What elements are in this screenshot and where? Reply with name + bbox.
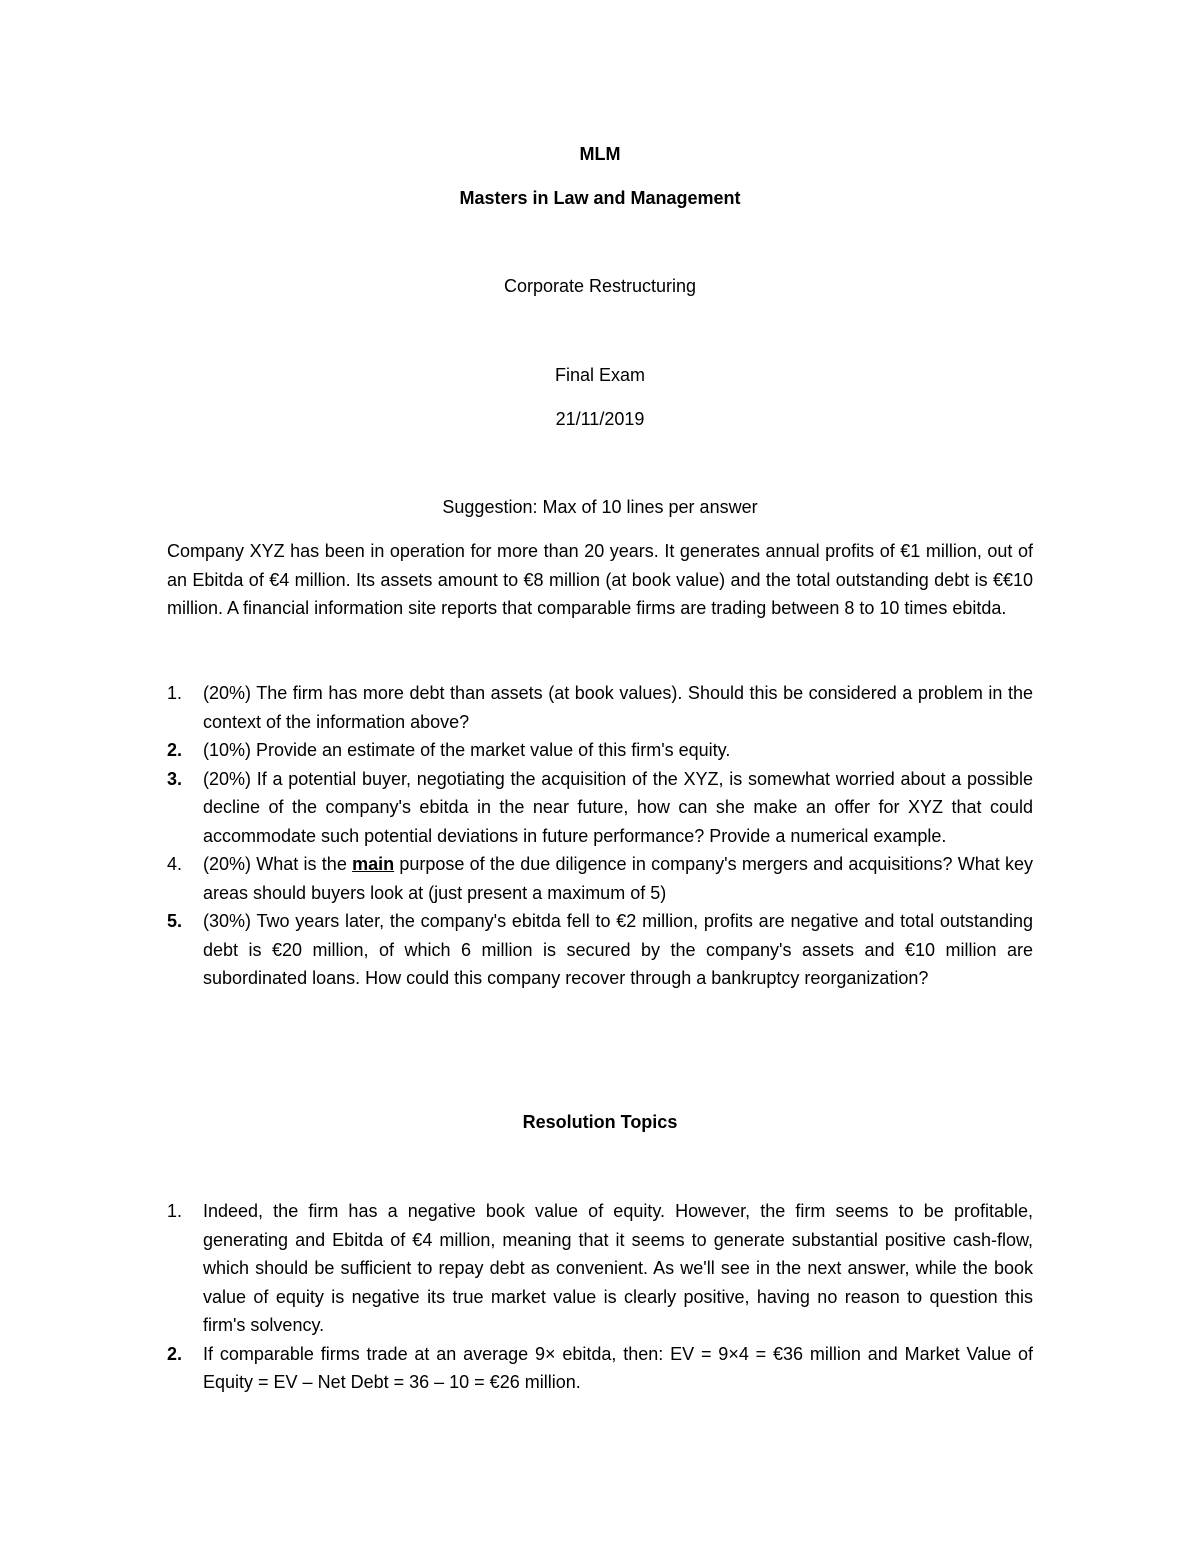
question-text: (30%) Two years later, the company's ebitda fell to €2 million, profits are negative and total outstanding debt is €20 million, of which 6 million is secured by the company's assets and €10 million are subordinated loans. How could this company recover through a bankruptcy reorganization? xyxy=(203,911,1033,988)
resolution-number: 1. xyxy=(167,1201,183,1221)
question-text: (20%) If a potential buyer, negotiating the acquisition of the XYZ, is somewhat worried about a possible decline of the company's ebitda in the near future, how can she make an offer for XYZ that could accommodate such potential deviations in future performance? Provide a numerical example. xyxy=(203,768,1033,846)
question-text-end: purpose of the due diligence in company's mergers and acquisitions? What key areas should buyers look at (just present a maximum of 5) xyxy=(203,854,1033,903)
question-number: 2. xyxy=(167,740,183,760)
question-text-start: (20%) What is the xyxy=(203,854,353,874)
emphasized-word: main xyxy=(352,854,395,874)
resolution-list xyxy=(167,1197,1033,1397)
question-text xyxy=(203,854,1033,903)
resolution-text: If comparable firms trade at an average 9× ebitda, then: EV = 9×4 = €36 million and Market Value of Equity = EV – Net Debt = 36 – 10 = €26 million. xyxy=(203,1343,1033,1392)
question-text: (20%) The firm has more debt than assets (at book values). Should this be considered a problem in the context of the information above? xyxy=(203,683,1033,732)
exam-title: Final Exam xyxy=(554,365,646,385)
resolution-number: 2. xyxy=(167,1343,183,1364)
question-item xyxy=(167,907,1033,993)
question-item xyxy=(167,736,1033,765)
suggestion-note: Suggestion: Max of 10 lines per answer xyxy=(442,497,758,517)
question-item xyxy=(167,679,1033,736)
question-number: 5. xyxy=(167,911,183,931)
resolution-title: Resolution Topics xyxy=(522,1112,678,1132)
question-list xyxy=(167,679,1033,993)
resolution-text: Indeed, the firm has a negative book value of equity. However, the firm seems to be profitable, generating and Ebitda of €4 million, meaning that it seems to generate substantial positive cash-flow, which should be sufficient to repay debt as convenient. As we'll see in the next answer, while the book value of equity is negative its true market value is clearly positive, having no reason to question this firm's solvency. xyxy=(203,1201,1033,1335)
question-number: 4. xyxy=(167,854,183,874)
intro-paragraph: Company XYZ has been in operation for more than 20 years. It generates annual profits of €1 million, out of an Ebitda of €4 million. Its assets amount to €8 million (at book value) and the total outstanding debt is €€10 million. A financial information site reports that comparable firms are trading between 8 to 10 times ebitda. xyxy=(167,541,1033,618)
question-item xyxy=(167,850,1033,907)
question-number: 1. xyxy=(167,683,183,703)
question-number: 3. xyxy=(167,768,183,789)
program-abbreviation: MLM xyxy=(579,144,621,164)
resolution-item xyxy=(167,1197,1033,1340)
course-title: Corporate Restructuring xyxy=(503,276,697,296)
question-item xyxy=(167,765,1033,851)
program-name: Masters in Law and Management xyxy=(459,188,741,208)
question-text: (10%) Provide an estimate of the market value of this firm's equity. xyxy=(203,740,731,760)
exam-date: 21/11/2019 xyxy=(555,409,645,429)
resolution-item xyxy=(167,1340,1033,1397)
